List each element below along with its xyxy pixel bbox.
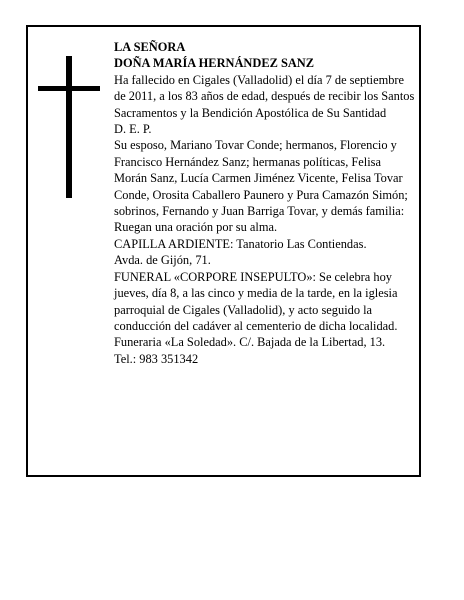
- obituary-text: [114, 39, 416, 367]
- obituary-title: LA SEÑORA: [114, 40, 186, 54]
- family-list: Su esposo, Mariano Tovar Conde; hermanos, Florencio y Francisco Hernández Sanz; hermanas políticas, Felisa Morán Sanz, Lucía Carmen Jiménez Vicente, Felisa Tovar Conde, Orosita Caballero Paunero y Pura Camazón Simón; sobrinos, Fernando y Juan Barriga Tovar, y demás familia:: [114, 138, 408, 219]
- cross-vertical-bar: [66, 56, 72, 198]
- rest-in-peace: D. E. P.: [114, 122, 152, 137]
- cross-horizontal-bar: [38, 86, 100, 91]
- deceased-name: DOÑA MARÍA HERNÁNDEZ SANZ: [114, 56, 314, 71]
- cross-icon: [38, 56, 100, 198]
- funeral-details: FUNERAL «CORPORE INSEPULTO»: Se celebra hoy jueves, día 8, a las cinco y media de la tarde, en la iglesia parroquial de Cigales (Valladolid), y acto seguido la conducción del cadáver al cementerio de dicha localidad.: [114, 269, 398, 333]
- chapel-line-2: Avda. de Gijón, 71.: [114, 253, 211, 268]
- chapel-line-1: CAPILLA ARDIENTE: Tanatorio Las Contiendas.: [114, 236, 367, 251]
- prayer-request: Ruegan una oración por su alma.: [114, 220, 278, 235]
- phone-number: Tel.: 983 351342: [114, 351, 199, 366]
- death-announcement: Ha fallecido en Cigales (Valladolid) el día 7 de septiembre de 2011, a los 83 años de edad, después de recibir los Santos Sacramentos y la Bendición Apostólica de Su Santidad: [114, 72, 415, 120]
- funeral-home: Funeraria «La Soledad». C/. Bajada de la Libertad, 13.: [114, 335, 386, 350]
